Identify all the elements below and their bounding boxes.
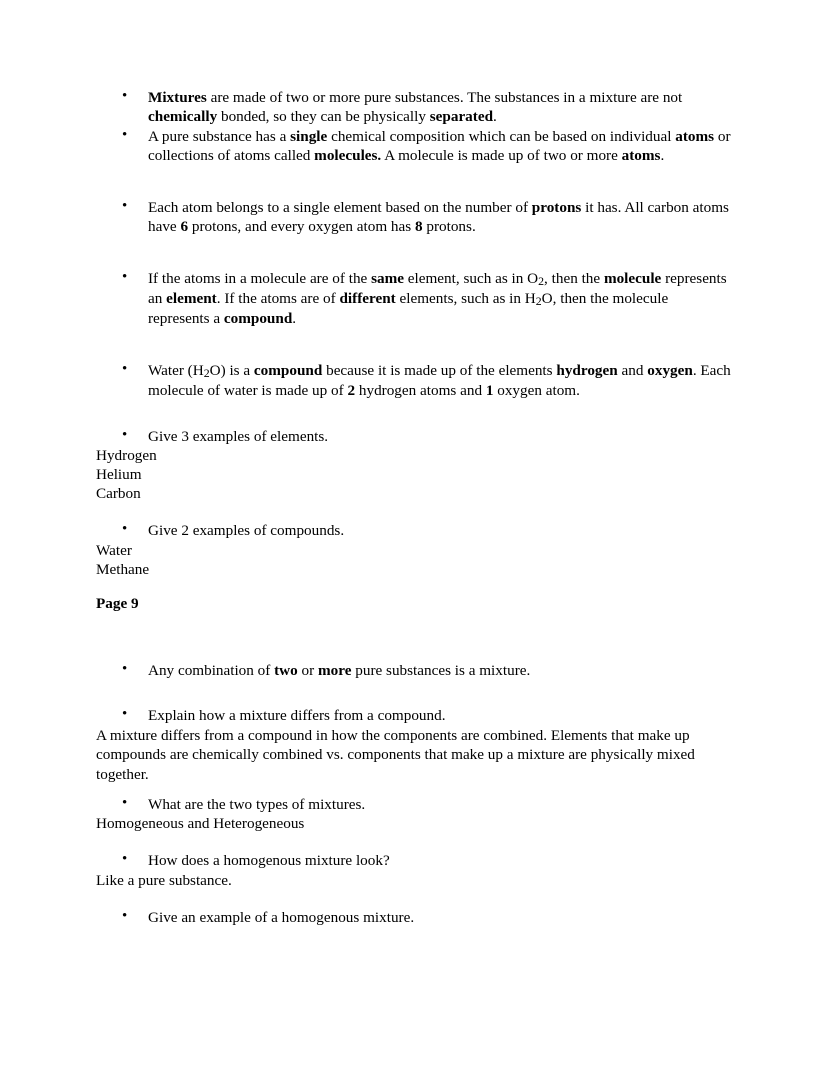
document-body xyxy=(96,88,732,927)
list-item xyxy=(96,427,732,446)
question-mixture-vs-compound xyxy=(96,706,732,725)
bullet-text: chemical composition which can be based on individual xyxy=(327,127,676,145)
bullet-text: , then the xyxy=(544,269,604,287)
list-item xyxy=(96,88,732,127)
bullet-text: A pure substance has a xyxy=(148,127,291,145)
question-text: How does a homogenous mixture look? xyxy=(148,852,390,870)
list-item xyxy=(96,795,732,814)
bullet-text: O) is a xyxy=(209,361,254,379)
bullet-text: element, such as in O xyxy=(404,269,539,287)
bullet-list-molecules xyxy=(96,269,732,329)
bullet-text: . xyxy=(660,147,665,165)
value-six: 6 xyxy=(180,218,189,236)
term-element: element xyxy=(166,290,217,308)
question-homogenous-look xyxy=(96,851,732,870)
list-item xyxy=(96,198,732,237)
question-text: Give an example of a homogenous mixture. xyxy=(148,908,415,926)
bullet-text: . Each molecule of water is made up of xyxy=(148,361,731,400)
bullet-text: pure substances is a mixture. xyxy=(351,661,531,679)
spacer xyxy=(96,680,732,706)
bullet-text: Any combination of xyxy=(148,661,275,679)
term-hydrogen: hydrogen xyxy=(556,361,618,379)
term-protons: protons xyxy=(531,198,582,216)
list-item xyxy=(96,269,732,329)
term-two: two xyxy=(274,661,298,679)
spacer xyxy=(96,329,732,361)
bullet-text: protons, and every oxygen atom has xyxy=(188,218,415,236)
term-compound: compound xyxy=(223,310,293,328)
value-one: 1 xyxy=(485,382,494,400)
question-compounds xyxy=(96,521,732,540)
question-homogenous-example xyxy=(96,908,732,927)
question-elements xyxy=(96,427,732,446)
bullet-text: Water (H xyxy=(148,361,204,379)
bullet-text: oxygen atom. xyxy=(493,382,580,400)
term-different: different xyxy=(339,290,396,308)
answer-paragraph: A mixture differs from a compound in how the components are combined. Elements that make up compounds are chemically combined vs. components that make up a mixture are physically mixed together. xyxy=(96,726,695,784)
bullet-list-water xyxy=(96,361,732,401)
term-molecules: molecules. xyxy=(314,147,382,165)
page-marker: Page 9 xyxy=(96,595,139,613)
bullet-text: O, then the molecule represents a xyxy=(148,290,669,328)
question-text: What are the two types of mixtures. xyxy=(148,795,366,813)
list-item xyxy=(96,521,732,540)
list-item xyxy=(96,851,732,870)
term-chemically: chemically xyxy=(148,108,218,126)
term-single: single xyxy=(290,127,328,145)
value-eight: 8 xyxy=(414,218,423,236)
list-item xyxy=(96,908,732,927)
answer-line: Helium xyxy=(96,466,142,484)
subscript-2: 2 xyxy=(538,273,545,288)
term-separated: separated xyxy=(429,108,494,126)
answer-line: Water xyxy=(96,541,132,559)
question-text: Give 3 examples of elements. xyxy=(148,427,329,445)
term-mixtures: Mixtures xyxy=(148,89,207,106)
bullet-text: or xyxy=(297,661,318,679)
question-text: Give 2 examples of compounds. xyxy=(148,522,345,540)
bullet-text: and xyxy=(617,361,648,379)
bullet-text: or collections of atoms called xyxy=(148,127,731,165)
spacer xyxy=(96,833,732,851)
spacer xyxy=(96,503,732,521)
bullet-list-substances xyxy=(96,88,732,166)
answer-line: Methane xyxy=(96,560,150,578)
statement-combination xyxy=(96,661,732,680)
answer-line: Like a pure substance. xyxy=(96,871,232,889)
term-compound-2: compound xyxy=(253,361,323,379)
term-atoms: atoms xyxy=(675,127,715,145)
bullet-text: protons. xyxy=(422,218,476,236)
term-molecule: molecule xyxy=(603,269,662,287)
term-oxygen: oxygen xyxy=(647,361,693,379)
bullet-text: are made of two or more pure substances. The substances in a mixture are not xyxy=(206,89,683,106)
spacer xyxy=(96,629,732,661)
answer-line: Homogeneous and Heterogeneous xyxy=(96,815,305,833)
term-atoms-2: atoms xyxy=(621,147,661,165)
subscript-2b: 2 xyxy=(535,294,542,309)
question-text: Explain how a mixture differs from a compound. xyxy=(148,707,446,725)
list-item xyxy=(96,706,732,725)
list-item xyxy=(96,361,732,401)
spacer xyxy=(96,785,732,795)
bullet-text: represents an xyxy=(148,269,727,308)
bullet-text: it has. All carbon atoms have xyxy=(148,198,729,236)
spacer xyxy=(96,237,732,269)
bullet-text: Each atom belongs to a single element based on the number of xyxy=(148,198,532,216)
value-two: 2 xyxy=(347,382,356,400)
term-same: same xyxy=(371,269,404,287)
bullet-text: If the atoms in a molecule are of the xyxy=(148,269,372,287)
answer-line: Hydrogen xyxy=(96,446,157,464)
bullet-text: . If the atoms are of xyxy=(216,290,340,308)
bullet-list-atoms xyxy=(96,198,732,237)
bullet-text: hydrogen atoms and xyxy=(355,382,486,400)
term-more: more xyxy=(318,661,352,679)
bullet-text: . xyxy=(292,310,297,328)
bullet-text: . xyxy=(493,108,497,126)
question-types-of-mixtures xyxy=(96,795,732,814)
spacer xyxy=(96,166,732,198)
bullet-text: A molecule is made up of two or more xyxy=(381,147,622,165)
subscript-2c: 2 xyxy=(203,365,210,380)
list-item xyxy=(96,127,732,166)
bullet-text: because it is made up of the elements xyxy=(322,361,557,379)
answer-line: Carbon xyxy=(96,485,141,503)
list-item xyxy=(96,661,732,680)
bullet-text: bonded, so they can be physically xyxy=(217,108,430,126)
spacer xyxy=(96,401,732,427)
spacer xyxy=(96,890,732,908)
bullet-text: elements, such as in H xyxy=(395,290,536,308)
